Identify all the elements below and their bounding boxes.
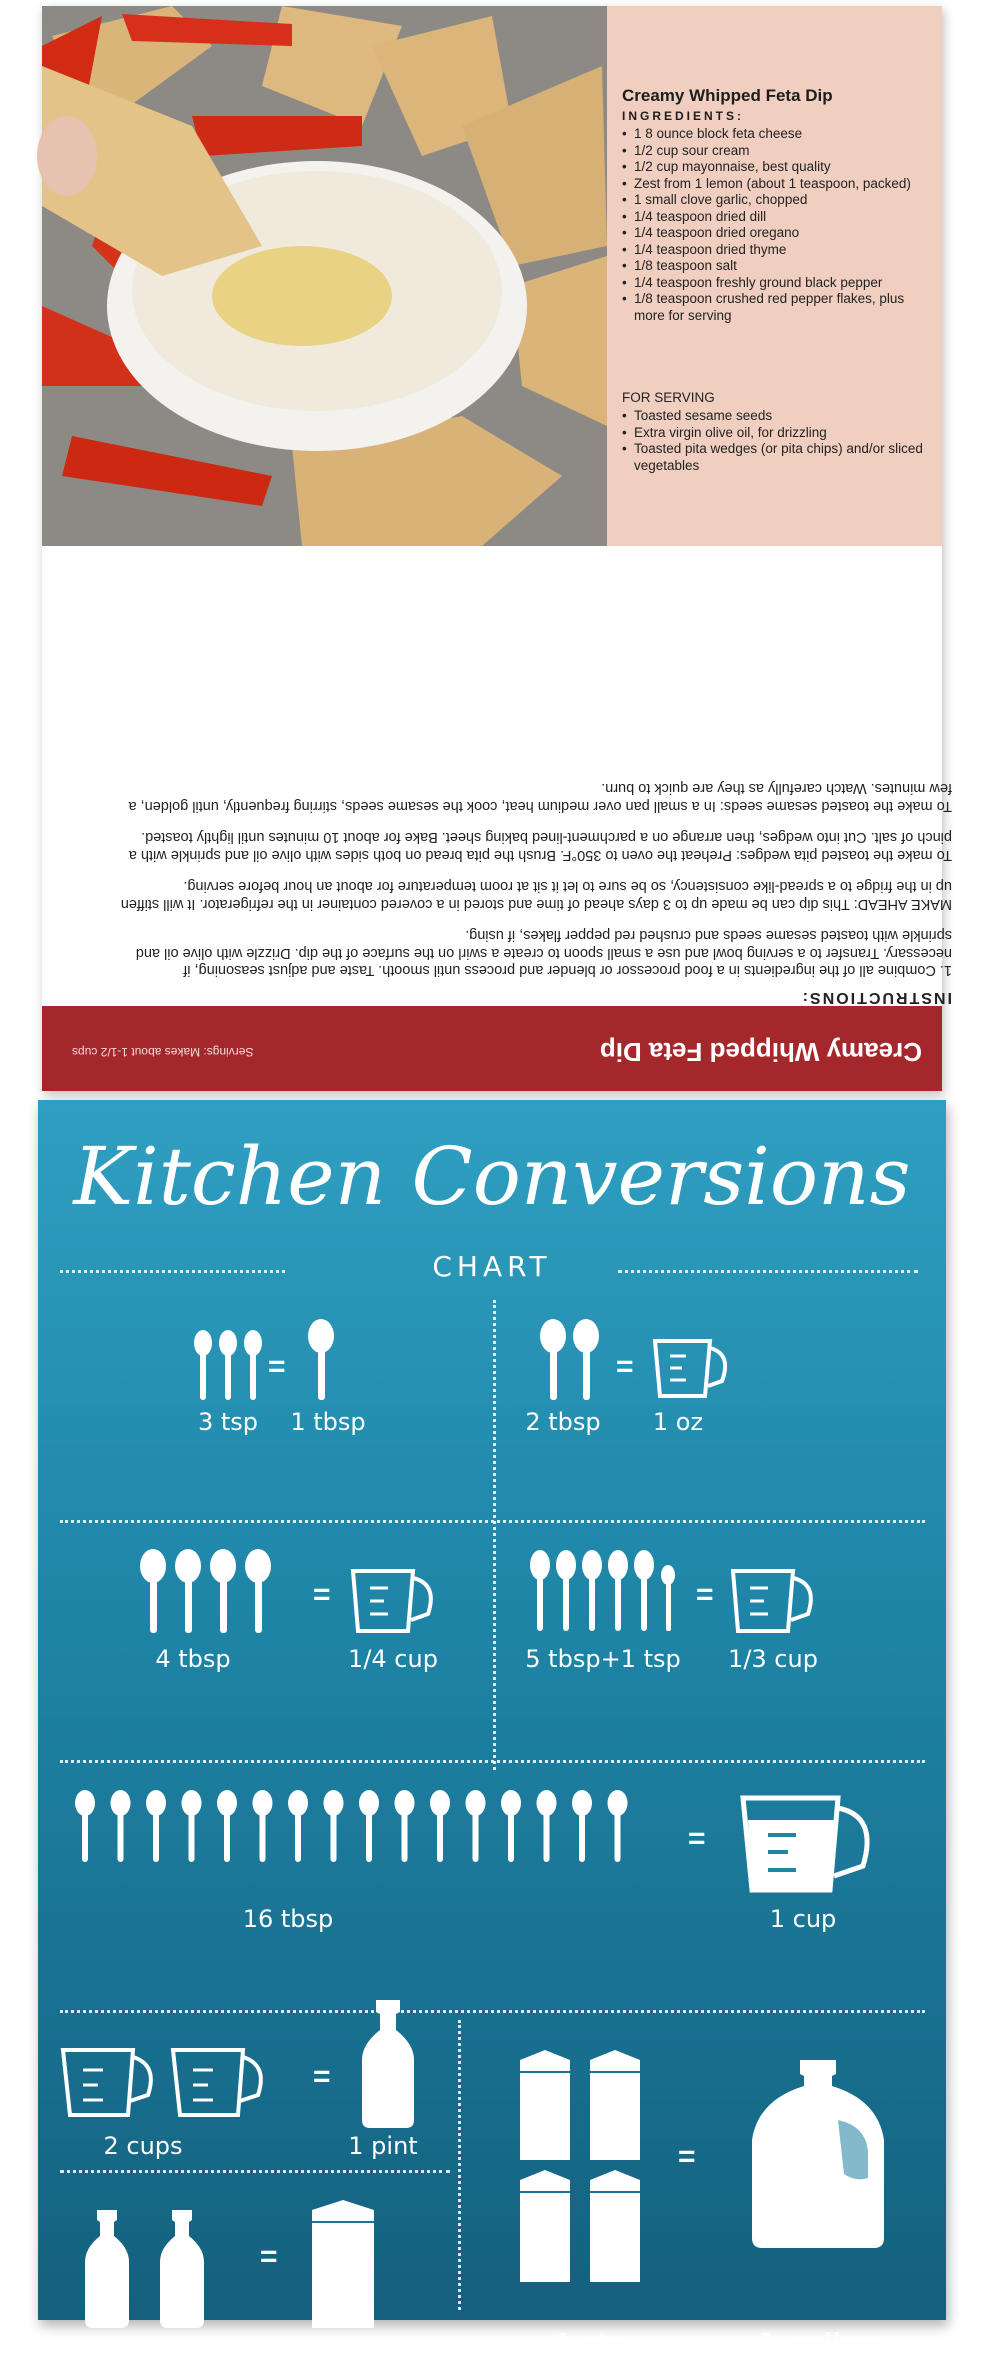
measuring-cup-icon	[650, 1336, 740, 1406]
equals-sign: =	[616, 1350, 634, 1383]
chart-subtitle: CHART	[432, 1250, 552, 1283]
list-item: • 1/8 teaspoon salt	[622, 258, 927, 275]
equals-sign: =	[313, 1578, 331, 1611]
list-item: • 1/4 teaspoon dried thyme	[622, 242, 927, 259]
tablespoon-icon	[138, 1550, 298, 1635]
label-1-gallon: 1 gallon	[757, 2328, 879, 2363]
measuring-cup-icon	[58, 2045, 268, 2120]
measuring-cup-icon	[348, 1566, 448, 1641]
list-item: • 1/2 cup sour cream	[622, 143, 927, 160]
label-3-tsp: 3 tsp	[197, 1408, 259, 1436]
label-1-3-cup: 1/3 cup	[728, 1645, 818, 1673]
label-4-qts: 4 qts	[550, 2328, 626, 2363]
tablespoon-icon	[306, 1320, 346, 1400]
label-1-pint: 1 pint	[348, 2132, 418, 2160]
ingredients-list	[622, 126, 927, 324]
label-16-tbsp: 16 tbsp	[242, 1905, 334, 1933]
conversion-chart	[38, 1100, 946, 2378]
ingredients-heading: INGREDIENTS:	[622, 109, 745, 123]
dip-photo	[42, 6, 607, 546]
equals-sign: =	[260, 2240, 278, 2273]
measuring-cup-icon	[738, 1790, 888, 1900]
measuring-cup-icon	[728, 1566, 828, 1641]
label-4-tbsp: 4 tbsp	[155, 1645, 231, 1673]
tablespoon-icon	[73, 1790, 653, 1865]
label-1-qt: 1 qt	[324, 2350, 372, 2378]
list-item: • 1 8 ounce block feta cheese	[622, 126, 927, 143]
list-item: • 1 small clove garlic, chopped	[622, 192, 927, 209]
tablespoon-icon	[528, 1550, 688, 1635]
bar-title: Creamy Whipped Feta Dip	[599, 1037, 922, 1067]
servings-text: Servings: Makes about 1-1/2 cups	[72, 1045, 254, 1059]
equals-sign: =	[313, 2060, 331, 2093]
label-1-cup: 1 cup	[769, 1905, 837, 1933]
recipe-title-bar	[42, 1006, 942, 1091]
equals-sign: =	[688, 1822, 706, 1855]
label-1-oz: 1 oz	[652, 1408, 704, 1436]
label-2-cups: 2 cups	[103, 2132, 183, 2160]
list-item: • 1/4 teaspoon dried oregano	[622, 225, 927, 242]
serving-heading: FOR SERVING	[622, 390, 715, 405]
equals-sign: =	[696, 1578, 714, 1611]
list-item: • Extra virgin olive oil, for drizzling	[622, 425, 927, 442]
instruction-make-ahead: MAKE AHEAD: This dip can be made up to 3 days ahead of time and stored in a covered container in the refrigerator. It will stiffen up in the fridge to a spread-like consistency, so be sure to let it sit at room temperature for about an hour before serving.	[120, 878, 952, 912]
list-item: • 1/8 teaspoon crushed red pepper flakes, plus more for serving	[622, 291, 927, 324]
list-item: • Zest from 1 lemon (about 1 teaspoon, packed)	[622, 176, 927, 193]
chart-title: Kitchen Conversions	[73, 1130, 911, 1223]
milk-bottle-icon	[358, 2000, 418, 2130]
list-item: • 1/2 cup mayonnaise, best quality	[622, 159, 927, 176]
label-2-tbsp: 2 tbsp	[525, 1408, 601, 1436]
recipe-sheet	[42, 6, 952, 1091]
equals-sign: =	[268, 1350, 286, 1383]
milk-carton-icon	[308, 2200, 378, 2330]
label-2-pints: 2 pints	[112, 2350, 194, 2378]
serving-list	[622, 408, 927, 474]
list-item: • 1/4 teaspoon dried dill	[622, 209, 927, 226]
equals-sign: =	[678, 2140, 696, 2173]
list-item: • 1/4 teaspoon freshly ground black pepper	[622, 275, 927, 292]
instructions-block	[112, 586, 952, 1006]
label-1-tbsp: 1 tbsp	[290, 1408, 366, 1436]
instruction-step: 1. Combine all of the ingredients in a food processor or blender and process until smooth. Taste and adjust seasoning, if necessary. Transfer to a serving bowl and use a small spoon to create a swirl on the surface of the dip. Drizzle with olive oil and sprinkle with toasted sesame seeds and crushed red pepper flakes, if using.	[135, 927, 952, 979]
list-item: • Toasted sesame seeds	[622, 408, 927, 425]
instruction-sesame: To make the toasted sesame seeds: In a small pan over medium heat, cook the sesame seeds, stirring frequently, until golden, a few minutes. Watch carefully as they are quick to burn.	[128, 780, 952, 814]
label-1-4-cup: 1/4 cup	[348, 1645, 438, 1673]
tablespoon-icon	[538, 1320, 618, 1400]
instruction-pita: To make the toasted pita wedges: Preheat the oven to 350°F. Brush the pita bread on both sides with olive oil and sprinkle with a pinch of salt. Cut into wedges, then arrange on a parchment-lined baking sheet. Bake for about 10 minutes until lightly toasted.	[128, 829, 952, 863]
milk-jug-icon	[748, 2060, 888, 2250]
label-5-tbsp-1-tsp: 5 tbsp+1 tsp	[525, 1645, 681, 1673]
recipe-title: Creamy Whipped Feta Dip	[622, 86, 833, 105]
list-item: • Toasted pita wedges (or pita chips) and/or sliced vegetables	[622, 441, 927, 474]
instructions-heading: INSTRUCTIONS:	[800, 989, 952, 1006]
milk-bottle-icon	[83, 2210, 213, 2330]
fold-instruction: FOLD HERE TO CREATE A RECIPE CARD	[354, 558, 630, 573]
milk-carton-icon	[518, 2050, 658, 2290]
